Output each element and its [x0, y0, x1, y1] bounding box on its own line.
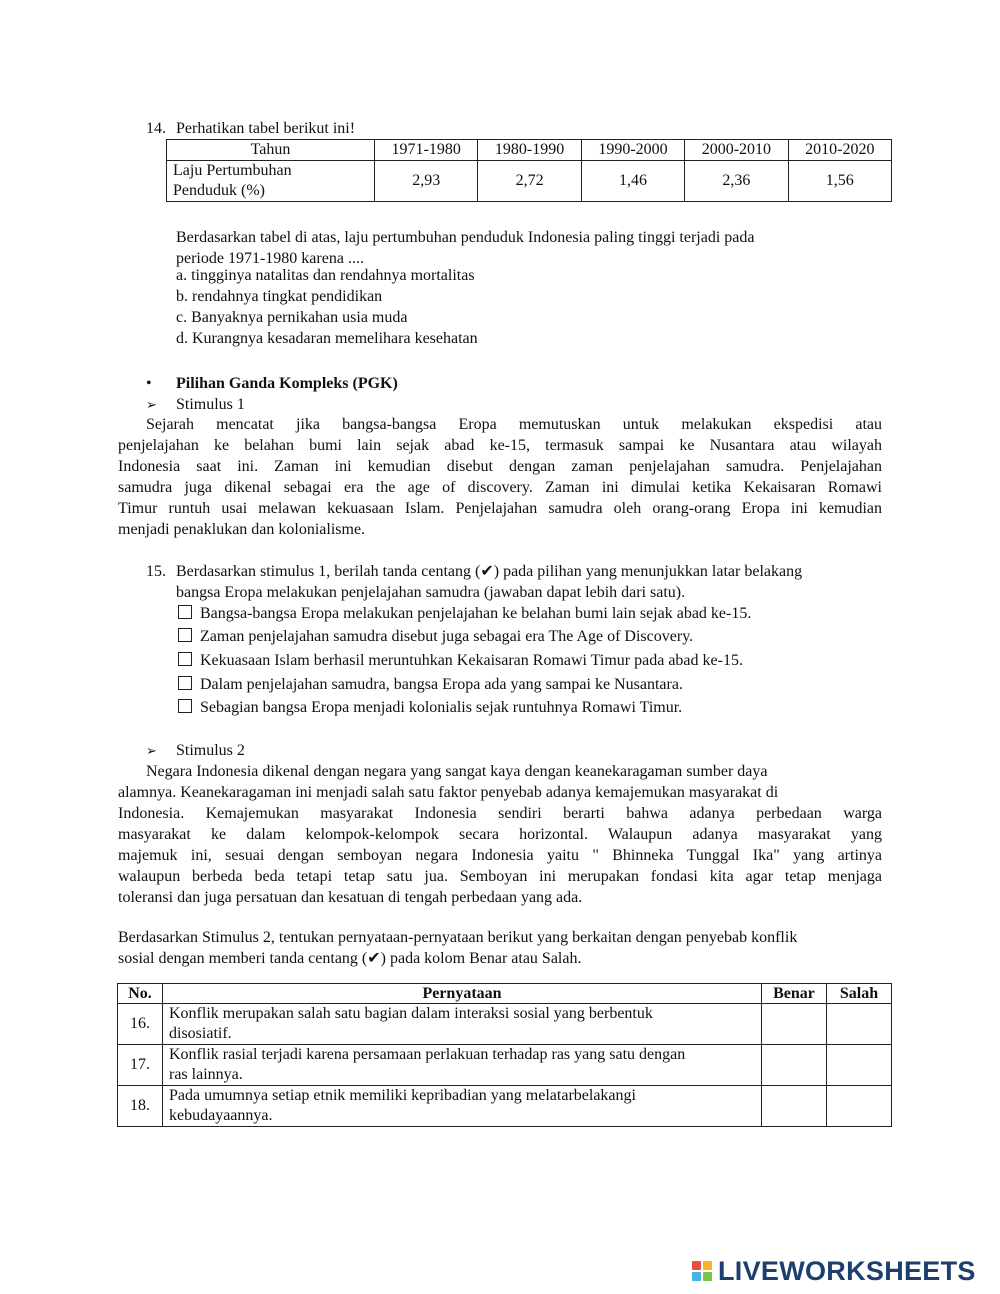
answer-false-cell[interactable]: [827, 1086, 892, 1127]
q14-question: [176, 227, 836, 269]
q14-option-c[interactable]: c. Banyaknya pernikahan usia muda: [176, 309, 408, 326]
table-cell: 1,56: [788, 161, 891, 202]
stimulus1-line: samudra juga dikenal sebagai era the age of discovery. Zaman ini dimulai ketika Kekaisaran Romawi: [118, 479, 882, 496]
q14-option-d[interactable]: d. Kurangnya kesadaran memelihara kesehatan: [176, 330, 478, 347]
statement-line: ras lainnya.: [169, 1066, 243, 1083]
answer-true-cell[interactable]: [762, 1004, 827, 1045]
q14-question-line: Berdasarkan tabel di atas, laju pertumbuhan penduduk Indonesia paling tinggi terjadi pada: [176, 229, 755, 246]
q15-question: [176, 561, 882, 603]
row-label-line: Laju Pertumbuhan: [173, 162, 292, 179]
answer-true-cell[interactable]: [762, 1086, 827, 1127]
q15-choice-4[interactable]: [178, 673, 683, 696]
stimulus1-line: Indonesia saat ini. Zaman ini kemudian disebut dengan zaman penjelajahan samudra. Penjelajahan: [118, 458, 882, 475]
header-statement: Pernyataan: [163, 984, 762, 1004]
table-row: [167, 161, 892, 202]
statement-cell: [163, 1086, 762, 1127]
stimulus2-label: Stimulus 2: [176, 742, 245, 759]
choice-label: Bangsa-bangsa Eropa melakukan penjelajahan ke belahan bumi lain sejak abad ke-15.: [200, 605, 752, 622]
q15-question-line: Berdasarkan stimulus 1, berilah tanda centang (✔) pada pilihan yang menunjukkan latar belakang: [176, 563, 803, 580]
table-cell: 2,93: [375, 161, 478, 202]
checkbox[interactable]: [178, 676, 192, 690]
logo-grid-icon: [692, 1261, 712, 1281]
stimulus2-line: toleransi dan juga persatuan dan kesatuan di tengah perbedaan yang ada.: [118, 889, 583, 906]
q15-number: 15.: [146, 563, 166, 580]
checkbox[interactable]: [178, 699, 192, 713]
q14-option-a[interactable]: a. tingginya natalitas dan rendahnya mortalitas: [176, 267, 475, 284]
true-false-table: [117, 983, 892, 1127]
table-cell: 2,36: [685, 161, 788, 202]
q15-choice-2[interactable]: [178, 625, 693, 648]
q15-choice-5[interactable]: [178, 696, 682, 719]
table-row: [118, 1086, 892, 1127]
stimulus2-text: [118, 761, 882, 908]
table-header-cell: 2010-2020: [788, 140, 891, 161]
arrow-bullet-icon: ➢: [146, 397, 157, 412]
stimulus1-text: [118, 414, 882, 540]
table-header-cell: 2000-2010: [685, 140, 788, 161]
q15-choice-1[interactable]: [178, 602, 751, 625]
header-true: Benar: [762, 984, 827, 1004]
arrow-bullet-icon: ➢: [146, 743, 157, 758]
instruction-line: Berdasarkan Stimulus 2, tentukan pernyataan-pernyataan berikut yang berkaitan dengan penyebab konflik: [118, 929, 798, 946]
choice-label: Kekuasaan Islam berhasil meruntuhkan Kekaisaran Romawi Timur pada abad ke-15.: [200, 652, 743, 669]
q14-prompt: Perhatikan tabel berikut ini!: [176, 120, 356, 137]
choice-label: Dalam penjelajahan samudra, bangsa Eropa ada yang sampai ke Nusantara.: [200, 676, 683, 693]
answer-false-cell[interactable]: [827, 1004, 892, 1045]
stimulus2-line: alamnya. Keanekaragaman ini menjadi salah satu faktor penyebab adanya kemajemukan masyarakat di: [118, 784, 779, 801]
q14-option-b[interactable]: b. rendahnya tingkat pendidikan: [176, 288, 383, 305]
table-row: [118, 984, 892, 1004]
row-label-cell: [167, 161, 375, 202]
q15-choice-3[interactable]: [178, 649, 743, 672]
header-false: Salah: [827, 984, 892, 1004]
row-number: 18.: [118, 1086, 163, 1127]
statement-cell: [163, 1045, 762, 1086]
stimulus2-line: masyarakat ke dalam kelompok-kelompok secara horizontal. Walaupun adanya masyarakat yang: [118, 826, 882, 843]
stimulus1-line: Timur runtuh usai melawan kekuasaan Islam. Penjelajahan samudra oleh orang-orang Eropa ini kemudian: [118, 500, 882, 517]
table-header-cell: 1990-2000: [581, 140, 684, 161]
row-number: 17.: [118, 1045, 163, 1086]
answer-false-cell[interactable]: [827, 1045, 892, 1086]
table-header-cell: Tahun: [167, 140, 375, 161]
stimulus2-line: walaupun berbeda beda tetapi tetap satu jua. Semboyan ini merupakan fondasi kita agar tetap menjaga: [118, 868, 882, 885]
q15-question-line: bangsa Eropa melakukan penjelajahan samudra (jawaban dapat lebih dari satu).: [176, 584, 686, 601]
section-title: Pilihan Ganda Kompleks (PGK): [176, 375, 398, 392]
table-cell: 2,72: [478, 161, 581, 202]
stimulus2-line: majemuk ini, sesuai dengan semboyan negara Indonesia yaitu " Bhinneka Tunggal Ika" yang artinya: [118, 847, 882, 864]
table-row: [118, 1045, 892, 1086]
table-header-cell: 1980-1990: [478, 140, 581, 161]
stimulus1-line: menjadi penaklukan dan kolonialisme.: [118, 521, 366, 538]
statement-line: Pada umumnya setiap etnik memiliki kepribadian yang melatarbelakangi: [169, 1087, 636, 1104]
stimulus1-line: Sejarah mencatat jika bangsa-bangsa Eropa memutuskan untuk melakukan ekspedisi atau: [146, 416, 882, 433]
answer-true-cell[interactable]: [762, 1045, 827, 1086]
liveworksheets-logo[interactable]: [692, 1257, 976, 1285]
table-cell: 1,46: [581, 161, 684, 202]
checkbox[interactable]: [178, 605, 192, 619]
statement-line: kebudayaannya.: [169, 1107, 273, 1124]
table-row: [118, 1004, 892, 1045]
stimulus1-label: Stimulus 1: [176, 396, 245, 413]
table-row: [167, 140, 892, 161]
statement-line: disosiatif.: [169, 1025, 232, 1042]
bullet-icon: •: [146, 375, 152, 392]
table-header-cell: 1971-1980: [375, 140, 478, 161]
choice-label: Zaman penjelajahan samudra disebut juga sebagai era The Age of Discovery.: [200, 628, 694, 645]
statement-line: Konflik merupakan salah satu bagian dalam interaksi sosial yang berbentuk: [169, 1005, 653, 1022]
row-label-line: Penduduk (%): [173, 182, 265, 199]
header-no: No.: [118, 984, 163, 1004]
instruction-text: [118, 927, 888, 969]
stimulus2-line: Negara Indonesia dikenal dengan negara yang sangat kaya dengan keanekaragaman sumber daya: [146, 763, 768, 780]
stimulus1-line: penjelajahan ke belahan bumi lain sejak abad ke-15, termasuk sampai ke Nusantara atau wilayah: [118, 437, 882, 454]
statement-line: Konflik rasial terjadi karena persamaan perlakuan terhadap ras yang satu dengan: [169, 1046, 686, 1063]
checkbox[interactable]: [178, 628, 192, 642]
statement-cell: [163, 1004, 762, 1045]
population-growth-table: [166, 139, 892, 202]
checkbox[interactable]: [178, 652, 192, 666]
logo-text: LIVEWORKSHEETS: [718, 1255, 976, 1286]
row-number: 16.: [118, 1004, 163, 1045]
stimulus2-line: Indonesia. Kemajemukan masyarakat Indonesia sendiri berarti bahwa adanya perbedaan warga: [118, 805, 882, 822]
q14-question-line: periode 1971-1980 karena ....: [176, 250, 364, 267]
q14-number: 14.: [146, 120, 166, 137]
choice-label: Sebagian bangsa Eropa menjadi kolonialis sejak runtuhnya Romawi Timur.: [200, 699, 683, 716]
instruction-line: sosial dengan memberi tanda centang (✔) pada kolom Benar atau Salah.: [118, 950, 582, 967]
